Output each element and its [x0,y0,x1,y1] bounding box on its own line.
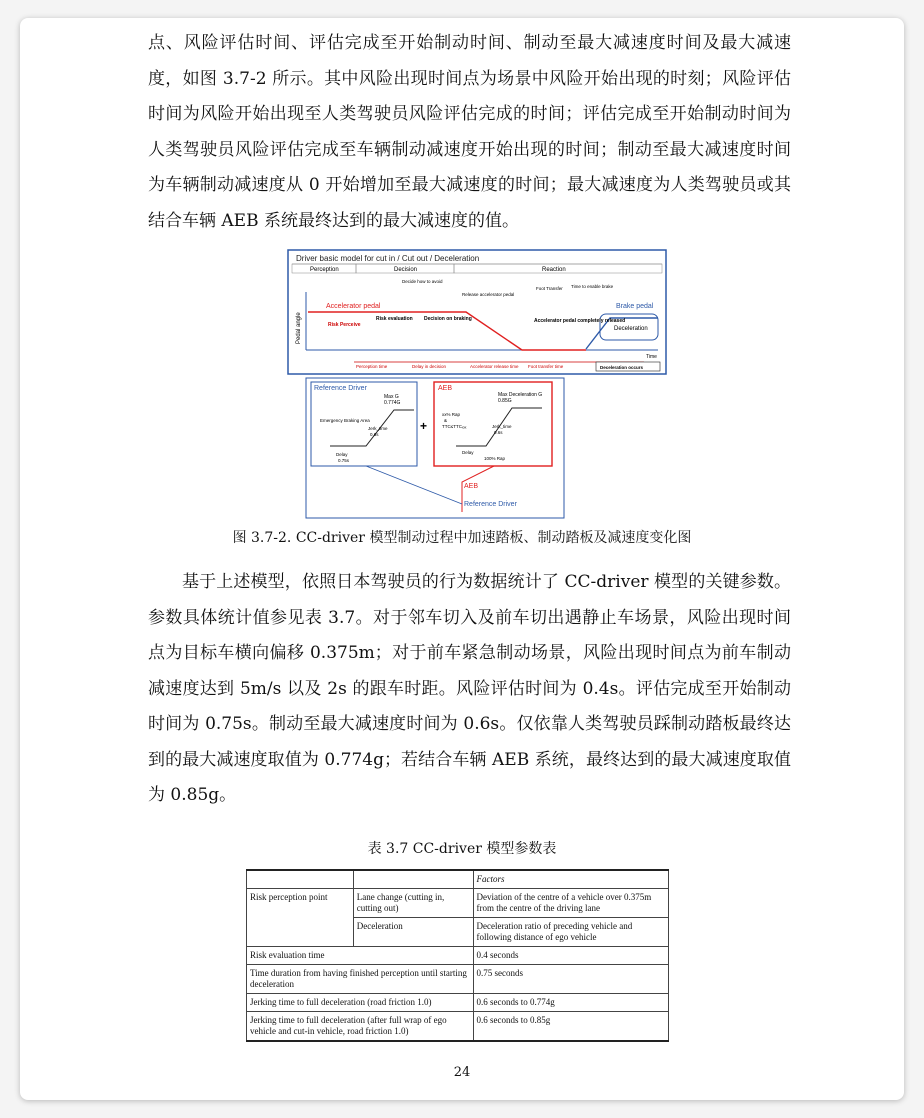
bottom-aeb-label: AEB [464,483,479,490]
label-decide-avoid: Decide how to avoid [402,279,443,284]
body-paragraph-2: 基于上述模型，依照日本驾驶员的行为数据统计了 CC-driver 模型的关键参数。参数具体统计值参见表 3.7。对于邻车切入及前车切出遇静止车场景，风险出现时间点为目标车横向偏移 0.375m；对于前车紧急制动场景，风险出现时间点为前车制动减速度达到 5m/s 以及 2s 的跟车时距。风险评估时间为 0.4s。评估完成至开始制动时间为 0.75s。制动至最大减速度时间为 0.6s。仅依靠人类驾驶员踩制动踏板最终达到的最大减速度取值为 0.774g；若结合车辆 AEB 系统，最终达到的最大减速度取值为 0.85g。 [148,572,791,805]
aeb-ttc: TTC≤TTCₓₓₓ [442,424,467,429]
body-paragraph-1: 点、风险评估时间、评估完成至开始制动时间、制动至最大减速度时间及最大减速度，如图 3.7-2 所示。其中风险出现时间点为场景中风险开始出现的时刻；风险评估时间为风险开始出现至人类驾驶员风险评估完成的时间；评估完成至开始制动时间为人类驾驶员风险评估完成至车辆制动减速度开始出现的时间；制动至最大减速度时间为车辆制动减速度从 0 开始增加至最大减速度的时间；最大减速度为人类驾驶员或其结合车辆 AEB 系统最终达到的最大减速度的值。 [148,33,791,231]
y-axis-label: Pedal angle [296,312,302,344]
cell-deceleration-factor: Deceleration ratio of preceding vehicle and following distance of ego vehicle [473,918,668,947]
brake-label: Brake pedal [616,303,654,310]
table-row [247,994,669,1012]
phase-perception: Perception [310,267,339,273]
cell-lane-change: Lane change (cutting in, cutting out) [353,889,473,918]
box-decision-braking: Decision on braking [424,316,472,322]
deceleration-label: Deceleration [614,326,648,332]
cell-jerk-wrap: Jerking time to full deceleration (after full wrap of ego vehicle and cut-in vehicle, road friction 1.0) [247,1012,474,1042]
cell-jerk-road: Jerking time to full deceleration (road friction 1.0) [247,994,474,1012]
timeline-accel-release: Accelerator release time [470,364,519,369]
box-accel-released: Accelerator pedal completely released [534,318,626,324]
braking-process-diagram [266,250,657,522]
model-title: Driver basic model for cut in / Cut out / Deceleration [296,254,480,263]
aeb-max-g-value: 0.85G [498,398,512,404]
cell-risk-point: Risk perception point [247,889,354,947]
timeline-foot-transfer: Foot transfer time [528,364,564,369]
x-axis-label: Time [646,354,657,360]
cell-deceleration: Deceleration [353,918,473,947]
aeb-delay: Delay [462,450,474,455]
ref-max-g-value: 0.774G [384,400,401,406]
cell-jerk-wrap-value: 0.6 seconds to 0.85g [473,1012,668,1042]
label-time-enable: Time to enable brake [571,284,614,289]
aeb-title: AEB [438,385,453,392]
aeb-jerk-value: 0.6s [494,430,503,435]
table-caption: 表 3.7 CC-driver 模型参数表 [367,841,557,857]
table-row [247,965,669,994]
figure-caption: 图 3.7-2. CC-driver 模型制动过程中加速踏板、制动踏板及减速度变化图 [232,530,692,546]
document-page [20,18,904,1100]
aeb-max-g-label: Max Deceleration G [498,392,543,398]
timeline-perception: Perception time [356,364,388,369]
table-row [247,947,669,965]
box-risk-evaluation: Risk evaluation [376,316,413,322]
table-header-row [247,870,669,889]
phase-decision: Decision [394,267,418,273]
timeline-delay: Delay in decision [412,364,447,369]
phase-reaction: Reaction [542,267,566,273]
cell-lane-change-factor: Deviation of the centre of a vehicle over 0.375m from the centre of the driving lane [473,889,668,918]
aeb-full-rap: 100% Rap [484,456,506,461]
cell-jerk-road-value: 0.6 seconds to 0.774g [473,994,668,1012]
table-row [247,1012,669,1042]
lower-frame [306,378,564,518]
ref-delay-label: Delay [336,452,348,457]
box-decel-occurs: Deceleration occurs [600,365,644,370]
label-release-accel: Release accelerator pedal [462,292,515,297]
box-risk-perceive: Risk Perceive [328,322,361,328]
cell-time-duration: Time duration from having finished perception until starting deceleration [247,965,474,994]
plus-sign: + [420,419,428,433]
table-row [247,889,669,918]
label-foot-transfer: Foot Transfer [536,286,563,291]
ref-jerk-label: Jerk_time [368,426,388,431]
ref-delay-value: 0.75s [338,458,350,463]
cell-time-duration-value: 0.75 seconds [473,965,668,994]
aeb-amp: & [444,418,448,423]
accelerator-label: Accelerator pedal [326,303,381,310]
page-number: 24 [453,1065,471,1080]
reference-driver-panel [311,382,417,466]
cell-risk-eval: Risk evaluation time [247,947,474,965]
bottom-ref-label: Reference Driver [464,501,517,508]
parameter-table [246,869,669,1042]
ref-max-g-label: Max G [384,394,399,400]
ref-emergency: Emergency Braking Area [320,418,370,423]
ref-jerk-value: 0.6s [370,432,379,437]
ref-title: Reference Driver [314,385,367,392]
header-factors: Factors [473,870,668,889]
aeb-jerk-label: Jerk_time [492,424,512,429]
cell-risk-eval-value: 0.4 seconds [473,947,668,965]
figure-diagram [266,250,657,526]
aeb-rap: xx% Rap [442,412,461,417]
